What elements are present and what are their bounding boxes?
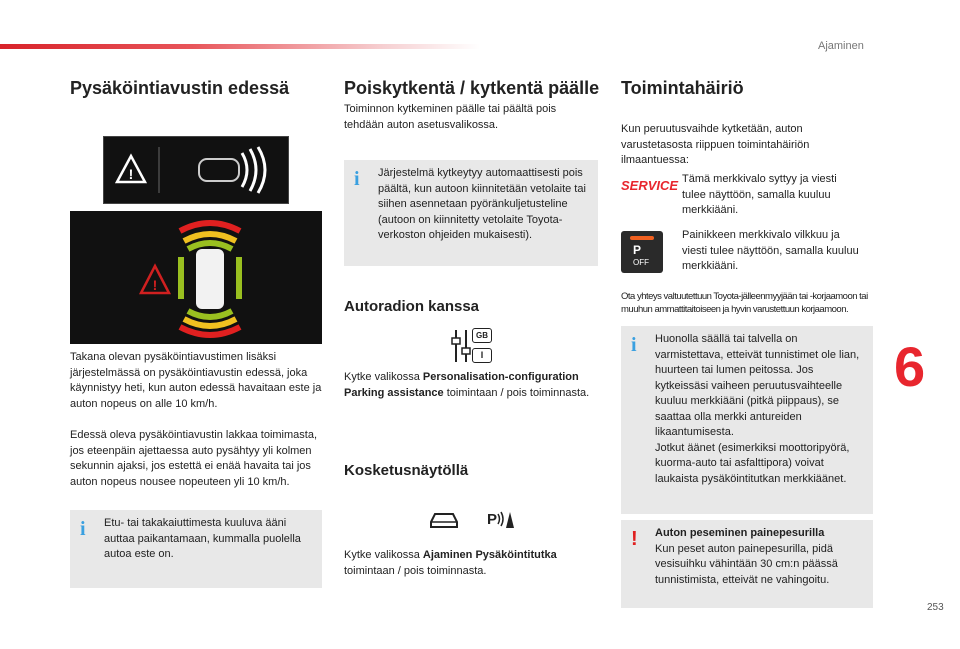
col1-info-box	[70, 510, 322, 588]
col3-warning-box	[621, 520, 873, 608]
roman-one-badge: I	[472, 348, 492, 363]
section-name: Ajaminen	[818, 40, 864, 52]
page-number: 253	[927, 602, 944, 613]
svg-text:P: P	[487, 511, 498, 528]
col3-info-text2: Jotkut äänet (esimerkiksi moottoripyörä, kuorma-auto tai asfalttipora) voivat laukaista pysäköintitutkan merkkiäänet.	[655, 441, 850, 485]
car-icon	[428, 510, 460, 535]
col2-title: Poiskytkentä / kytkentä päälle	[344, 78, 600, 98]
info-icon: i	[631, 334, 637, 356]
col1-info-text: Etu- tai takakaiuttimesta kuuluva ääni auttaa paikantamaan, kummalla puolella autoa este on.	[104, 517, 301, 560]
col3-intro: Kun peruutusvaihde kytketään, auton varustetasosta riippuen toimintahäiriön ilmaantuessa:	[621, 123, 810, 166]
col3-title: Toimintahäiriö	[621, 78, 744, 98]
info-icon: i	[80, 518, 86, 540]
col2-info-text: Järjestelmä kytkeytyy automaattisesti pois päältä, kun autoon kiinnitetään vetolaite tai siihen asennetaan pyöränkuljetusteline (autoon on kiinnitetty vetolaite Toyota-verkoston ohjeiden mukaisesti).	[378, 167, 586, 241]
settings-sliders-icon	[450, 328, 494, 364]
service-warning-icon: SERVICE	[621, 178, 679, 193]
col3-info-text: Huonolla säällä tai talvella on varmistettava, etteivät tunnistimet ole lian, huurteen tai lumen peitossa. Jos kytkeissäsi vaiheen peruutusvaihteelle kuuluu merkkiääni (pitkä piippaus), se saattaa olla merkki antureiden likaantumisesta.	[655, 333, 860, 438]
header-accent-bar	[0, 44, 480, 49]
col1-title: Pysäköintiavustin edessä	[70, 78, 290, 98]
info-icon: i	[354, 168, 360, 190]
parking-button-icon	[621, 231, 663, 273]
parking-sensor-icon	[486, 508, 516, 535]
col2-info-box	[344, 160, 598, 266]
radio-text: Kytke valikossa Personalisation-configuration Parking assistance toimintaan / pois toiminnasta.	[344, 371, 590, 399]
sensor-display-image	[70, 211, 322, 344]
svg-text:!: !	[128, 166, 134, 182]
button-p-label: P	[633, 243, 642, 257]
warning-icon: !	[631, 528, 638, 550]
col1-body2: Edessä oleva pysäköintiavustin lakkaa toimimasta, jos eteenpäin ajettaessa auto pysähtyy yli kolmen sekunnin ajaksi, jos estettä ei enää havaita tai jos auton nopeus nousee nopeuteen yli 10 km/h.	[70, 429, 318, 488]
col3-info-box	[621, 326, 873, 514]
warning-display-image	[103, 136, 289, 204]
touch-title: Kosketusnäytöllä	[344, 462, 469, 479]
warning-text: Kun peset auton painepesurilla, pidä vesisuihku vähintään 30 cm:n päässä tunnistimista, etteivät ne vahingoitu.	[655, 542, 838, 586]
gb-badge: GB	[472, 328, 492, 343]
contact-text: Ota yhteys valtuutettuun Toyota-jälleenmyyjään tai -korjaamoon tai muuhun ammattitaitoiseen ja hyvin varustettuun korjaamoon.	[621, 291, 868, 315]
warning-title: Auton peseminen painepesurilla	[655, 527, 825, 539]
col2-intro: Toiminnon kytkeminen päälle tai päältä pois tehdään auton asetusvalikossa.	[344, 103, 557, 131]
touch-text: Kytke valikossa Ajaminen Pysäköintitutka toimintaan / pois toiminnasta.	[344, 549, 557, 577]
service-text: Tämä merkkivalo syttyy ja viesti tulee näyttöön, samalla kuuluu merkkiääni.	[682, 173, 837, 216]
svg-text:!: !	[152, 277, 158, 293]
button-text: Painikkeen merkkivalo vilkkuu ja viesti tulee näyttöön, samalla kuuluu merkkiääni.	[682, 229, 859, 272]
col1-body: Takana olevan pysäköintiavustimen lisäksi järjestelmässä on pysäköintiavustin edessä, joka käynnistyy heti, kun auton edessä havaitaan este ja auton nopeus on alle 10 km/h.	[70, 351, 322, 410]
button-off-label: OFF	[633, 258, 649, 267]
radio-title: Autoradion kanssa	[344, 298, 480, 315]
chapter-number: 6	[894, 335, 926, 398]
